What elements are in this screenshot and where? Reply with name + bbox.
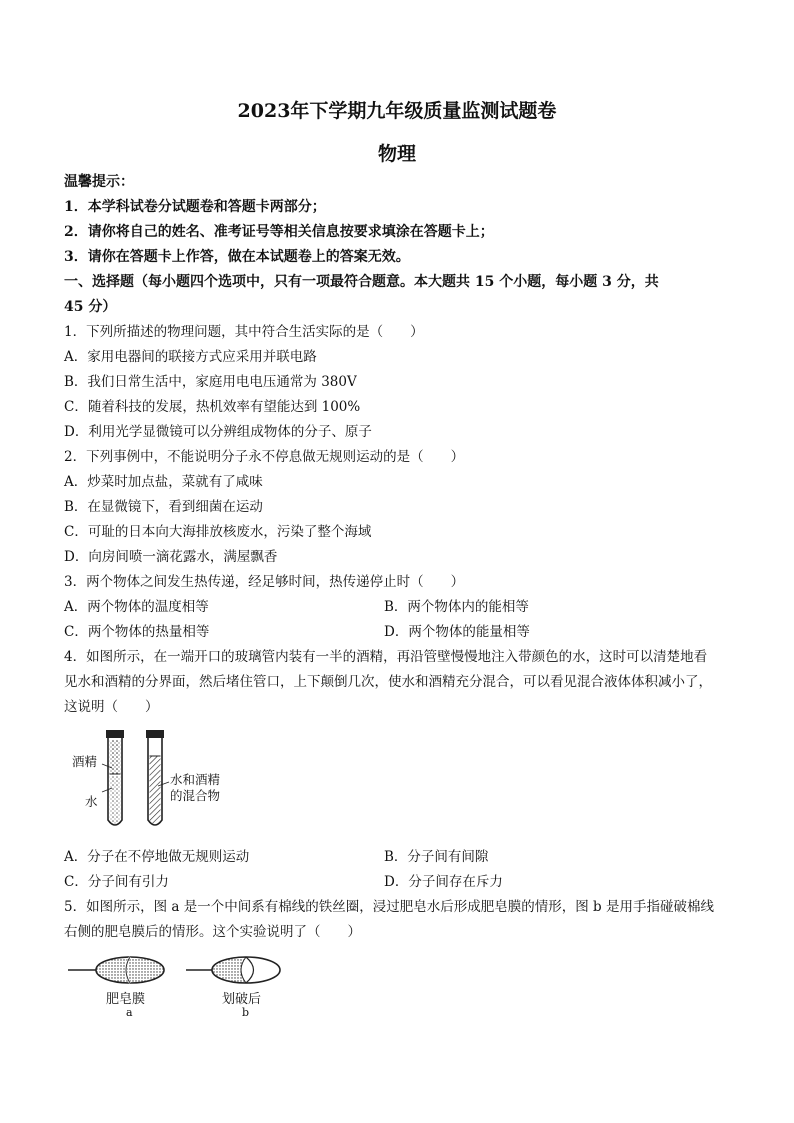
q4-stem-line3: 这说明（ ）: [64, 699, 159, 715]
q2-option-d: D．向房间喷一滴花露水，满屋飘香: [64, 549, 278, 565]
q1-option-b: B．我们日常生活中，家庭用电电压通常为 380V: [64, 374, 357, 390]
test-tubes-figure: [72, 728, 242, 836]
exam-title: 2023年下学期九年级质量监测试题卷: [237, 100, 557, 122]
q1-option-c: C．随着科技的发展，热机效率有望能达到 100%: [64, 399, 361, 415]
q2-option-c: C．可耻的日本向大海排放核废水，污染了整个海域: [64, 524, 372, 540]
q4-option-a: A．分子在不停地做无规则运动: [64, 849, 250, 865]
label-after-break: 划破后: [222, 992, 262, 1007]
q3-option-b: B．两个物体内的能相等: [384, 599, 529, 615]
q2-option-b: B．在显微镜下，看到细菌在运动: [64, 499, 263, 515]
q3-option-a: A．两个物体的温度相等: [64, 599, 209, 615]
label-soap-film: 肥皂膜: [106, 992, 146, 1007]
tip-3: 3．请你在答题卡上作答，做在本试题卷上的答案无效。: [64, 249, 410, 265]
section-heading-line1: 一、选择题（每小题四个选项中，只有一项最符合题意。本大题共 15 个小题，每小题 3 分，共: [64, 274, 659, 290]
q1-option-a: A．家用电器间的联接方式应采用并联电路: [64, 349, 317, 365]
subject-title: 物理: [377, 143, 416, 165]
q4-option-c: C．分子间有引力: [64, 874, 169, 890]
section-heading-line2: 45 分）: [64, 299, 117, 315]
q4-stem-line1: 4．如图所示，在一端开口的玻璃管内装有一半的酒精，再沿管壁慢慢地注入带颜色的水，这时可以清楚地看: [64, 649, 708, 665]
soap-film-illustration: [66, 950, 286, 990]
q5-stem-line1: 5．如图所示，图 a 是一个中间系有棉线的铁丝圈，浸过肥皂水后形成肥皂膜的情形，图 b 是用手指碰破棉线: [64, 899, 714, 915]
q5-stem-line2: 右侧的肥皂膜后的情形。这个实验说明了（ ）: [64, 924, 361, 940]
label-alcohol: 酒精: [72, 754, 98, 769]
label-mixture-line2: 的混合物: [170, 788, 221, 803]
q3-option-d: D．两个物体的能量相等: [384, 624, 530, 640]
soap-film-figure: [66, 950, 286, 1022]
label-figure-b: b: [242, 1006, 250, 1019]
label-water: 水: [85, 794, 98, 809]
label-figure-a: a: [126, 1006, 133, 1019]
q1-option-d: D．利用光学显微镜可以分辨组成物体的分子、原子: [64, 424, 372, 440]
q4-option-b: B．分子间有间隙: [384, 849, 489, 865]
tips-heading: 温馨提示：: [64, 174, 134, 190]
q2-option-a: A．炒菜时加点盐，菜就有了咸味: [64, 474, 263, 490]
q4-stem-line2: 见水和酒精的分界面，然后堵住管口，上下颠倒几次，使水和酒精充分混合，可以看见混合液体体积减小了，: [64, 674, 712, 690]
tip-2: 2．请你将自己的姓名、准考证号等相关信息按要求填涂在答题卡上；: [64, 224, 494, 240]
q2-stem: 2．下列事例中，不能说明分子永不停息做无规则运动的是（ ）: [64, 449, 465, 465]
q3-option-c: C．两个物体的热量相等: [64, 624, 210, 640]
q1-stem: 1．下列所描述的物理问题，其中符合生活实际的是（ ）: [64, 324, 424, 340]
q3-stem: 3．两个物体之间发生热传递，经足够时间，热传递停止时（ ）: [64, 574, 465, 590]
q4-option-d: D．分子间存在斥力: [384, 874, 503, 890]
tip-1: 1．本学科试卷分试题卷和答题卡两部分；: [64, 199, 326, 215]
label-mixture-line1: 水和酒精: [170, 772, 221, 787]
